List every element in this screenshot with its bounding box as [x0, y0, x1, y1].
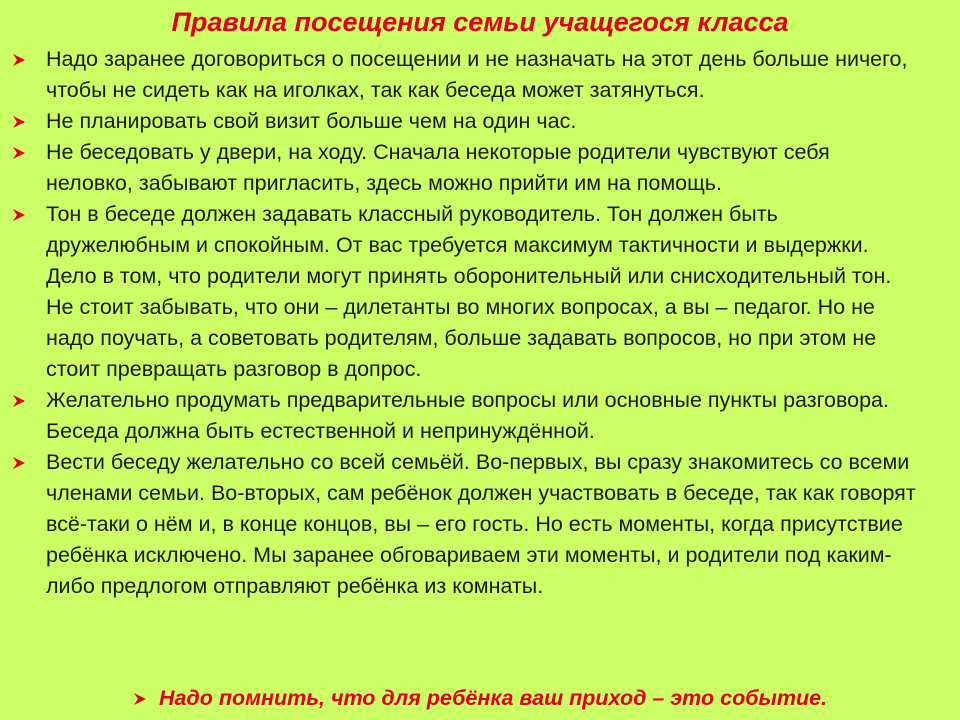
chevron-arrow-right-icon	[12, 208, 26, 222]
chevron-arrow-right-icon	[12, 456, 26, 470]
rule-text: Надо заранее договориться о посещении и не назначать на этот день больше ничего, чтобы не сидеть как на иголках, так как беседа может затянуться.	[46, 47, 908, 102]
rule-text: Не планировать свой визит больше чем на один час.	[46, 109, 577, 133]
chevron-arrow-right-icon	[12, 146, 26, 160]
rule-item	[0, 447, 960, 602]
rule-text: Тон в беседе должен задавать классный руководитель. Тон должен быть дружелюбным и спокойным. От вас требуется максимум тактичности и выдержки. Дело в том, что родители могут принять оборонительный или снисходительный тон. Не стоит забывать, что они – дилетанты во многих вопросах, а вы – педагог. Но не надо поучать, а советовать родителям, больше задавать вопросов, но при этом не стоит превращать разговор в допрос.	[46, 202, 892, 381]
closing-note	[0, 684, 960, 712]
rule-item	[0, 106, 960, 137]
rules-list	[0, 44, 960, 602]
rule-text: Желательно продумать предварительные вопросы или основные пункты разговора. Беседа должна быть естественной и непринуждённой.	[46, 388, 889, 443]
rule-text: Вести беседу желательно со всей семьёй. Во-первых, вы сразу знакомитесь со всеми членами семьи. Во-вторых, сам ребёнок должен участвовать в беседе, так как говорят всё-таки о нём и, в конце концов, вы – его гость. Но есть моменты, когда присутствие ребёнка исключено. Мы заранее обговариваем эти моменты, и родители под каким-либо предлогом отправляют ребёнка из комнаты.	[46, 450, 916, 598]
rule-item	[0, 199, 960, 385]
chevron-arrow-right-icon	[12, 394, 26, 408]
chevron-arrow-right-icon	[12, 53, 26, 67]
rule-item	[0, 385, 960, 447]
rule-item	[0, 44, 960, 106]
rule-item	[0, 137, 960, 199]
closing-note-text: Надо помнить, что для ребёнка ваш приход – это событие.	[158, 686, 828, 710]
chevron-arrow-right-icon	[12, 115, 26, 129]
rule-text: Не беседовать у двери, на ходу. Сначала некоторые родители чувствуют себя неловко, забывают пригласить, здесь можно прийти им на помощь.	[46, 140, 830, 195]
chevron-arrow-right-icon	[133, 692, 147, 706]
slide-title: Правила посещения семьи учащегося класса	[171, 7, 789, 37]
